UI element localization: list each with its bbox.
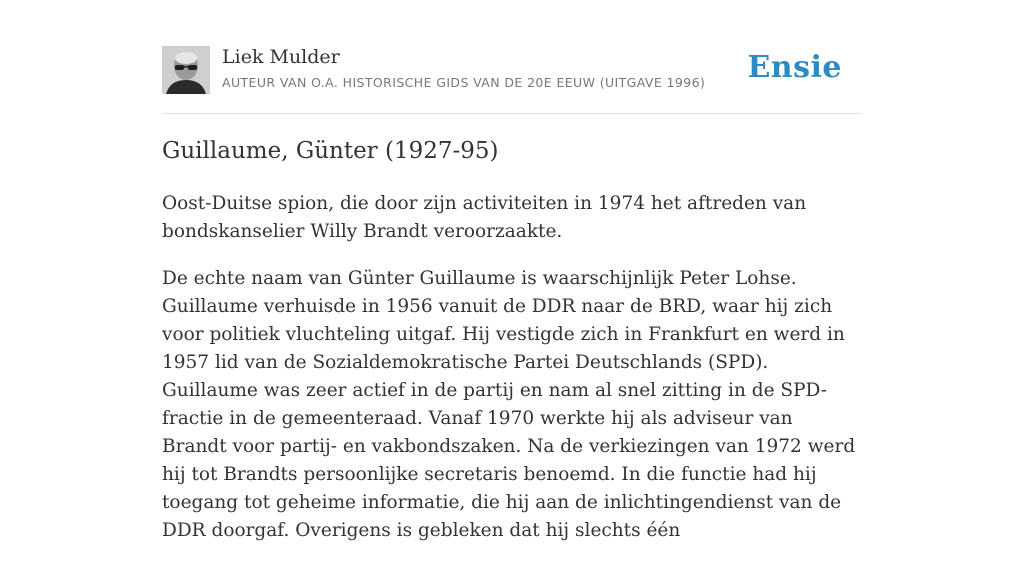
author-header bbox=[162, 46, 862, 96]
author-name[interactable]: Liek Mulder bbox=[222, 46, 340, 68]
article-paragraph: De echte naam van Günter Guillaume is waarschijnlijk Peter Lohse. Guillaume verhuisde in 1956 vanuit de DDR naar de BRD, waar hij zich voor politiek vluchteling uitgaf. Hij vestigde zich in Frankfurt en werd in 1957 lid van de Sozialdemokratische Partei Deutschlands (SPD). Guillaume was zeer actief in de partij en nam al snel zitting in de SPD-fractie in de gemeenteraad. Vanaf 1970 werkte hij als adviseur van Brandt voor partij- en vakbondszaken. Na de verkiezingen van 1972 werd hij tot Brandts persoonlijke secretaris benoemd. In die functie had hij toegang tot geheime informatie, die hij aan de inlichtingendienst van de DDR doorgaf. Overigens is gebleken dat hij slechts één bbox=[162, 268, 856, 541]
ensie-logo[interactable]: Ensie bbox=[747, 50, 842, 85]
author-avatar[interactable] bbox=[162, 46, 210, 94]
article-body bbox=[162, 190, 862, 564]
header-divider bbox=[162, 113, 862, 114]
author-description: AUTEUR VAN O.A. HISTORISCHE GIDS VAN DE 20E EEUW (UITGAVE 1996) bbox=[222, 75, 706, 90]
article-paragraph: Oost-Duitse spion, die door zijn activiteiten in 1974 het aftreden van bondskanselier Willy Brandt veroorzaakte. bbox=[162, 193, 807, 242]
article-title: Guillaume, Günter (1927-95) bbox=[162, 138, 499, 164]
author-photo bbox=[162, 46, 210, 94]
